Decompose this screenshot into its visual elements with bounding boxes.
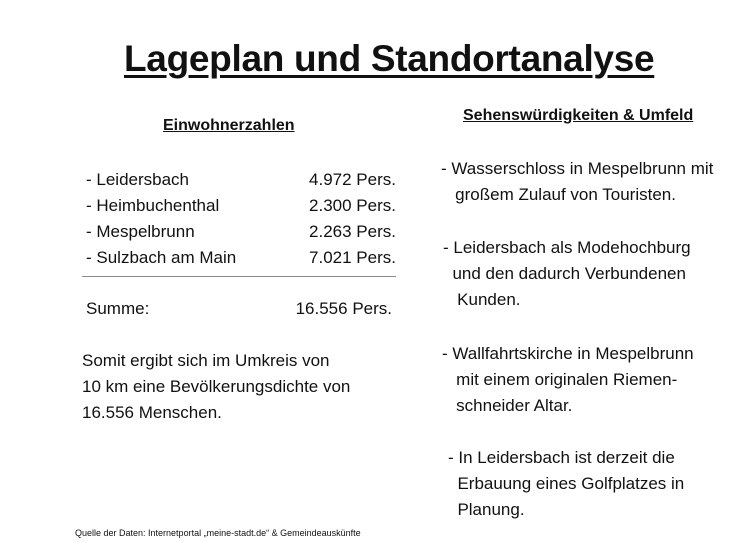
sight-line: Planung. bbox=[448, 500, 525, 519]
population-name: - Heimbuchenthal bbox=[86, 196, 220, 215]
population-divider bbox=[82, 276, 396, 277]
population-row bbox=[86, 193, 396, 219]
sight-line: - Wasserschloss in Mespelbrunn mit bbox=[441, 159, 714, 178]
population-value: 2.263 Pers. bbox=[309, 222, 396, 241]
sum-label: Summe: bbox=[86, 299, 150, 318]
population-name: - Sulzbach am Main bbox=[86, 248, 237, 267]
population-summary bbox=[82, 348, 412, 426]
population-heading: Einwohnerzahlen bbox=[163, 117, 295, 134]
sight-line: schneider Altar. bbox=[442, 396, 573, 415]
population-name: - Mespelbrunn bbox=[86, 222, 195, 241]
population-name: - Leidersbach bbox=[86, 170, 190, 189]
summary-line: 16.556 Menschen. bbox=[82, 403, 222, 422]
population-row bbox=[86, 245, 396, 271]
population-row bbox=[86, 167, 396, 193]
sight-line: und den dadurch Verbundenen bbox=[443, 264, 686, 283]
population-value: 4.972 Pers. bbox=[309, 170, 396, 189]
summary-line: Somit ergibt sich im Umkreis von bbox=[82, 351, 330, 370]
sight-item-church bbox=[442, 341, 694, 419]
sight-line: - Leidersbach als Modehochburg bbox=[443, 238, 691, 257]
sight-line: großem Zulauf von Touristen. bbox=[441, 185, 676, 204]
page-title: Lageplan und Standortanalyse bbox=[124, 38, 655, 79]
sight-line: - Wallfahrtskirche in Mespelbrunn bbox=[442, 344, 694, 363]
sights-heading: Sehenswürdigkeiten & Umfeld bbox=[463, 107, 694, 124]
sight-line: - In Leidersbach ist derzeit die bbox=[448, 448, 675, 467]
sight-item-golf bbox=[448, 445, 684, 523]
sight-item-castle bbox=[441, 156, 713, 208]
sight-line: Kunden. bbox=[443, 290, 521, 309]
data-source-note: Quelle der Daten: Internetportal „meine-stadt.de“ & Gemeindeauskünfte bbox=[75, 528, 361, 538]
sight-item-fashion bbox=[443, 235, 691, 313]
summary-line: 10 km eine Bevölkerungsdichte von bbox=[82, 377, 351, 396]
sight-line: Erbauung eines Golfplatzes in bbox=[448, 474, 685, 493]
population-sum-row bbox=[86, 296, 392, 322]
population-value: 7.021 Pers. bbox=[309, 248, 396, 267]
sight-line: mit einem originalen Riemen- bbox=[442, 370, 678, 389]
population-row bbox=[86, 219, 396, 245]
population-value: 2.300 Pers. bbox=[309, 196, 396, 215]
sum-value: 16.556 Pers. bbox=[295, 299, 392, 318]
population-table bbox=[86, 167, 396, 271]
